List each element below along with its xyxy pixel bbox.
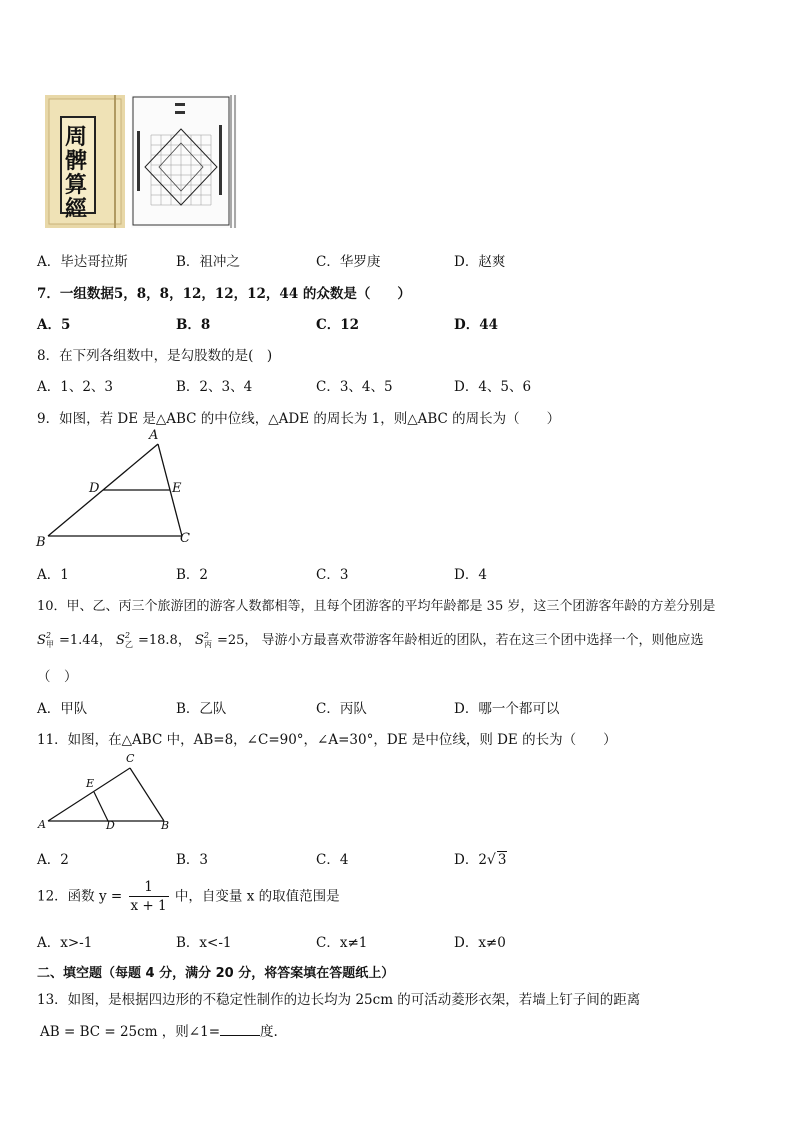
section-2-title: 二、填空题（每题 4 分，满分 20 分，将答案填在答题纸上）: [37, 966, 395, 981]
q11-option-d[interactable]: D．2√ 3: [454, 852, 507, 868]
q6-option-d[interactable]: D．赵爽: [454, 254, 506, 270]
q10-option-b[interactable]: B．乙队: [176, 701, 227, 717]
q11-triangle-figure: [34, 752, 184, 837]
q9-label-e: E: [172, 481, 182, 496]
book-cover-title: 周髀算經: [65, 124, 88, 222]
q10-stem: 10．甲、乙、丙三个旅游团的游客人数都相等，且每个团游客的平均年龄都是 35 岁，这三个团游客年龄的方差分别是: [37, 599, 716, 614]
q10-rest: 导游小方最喜欢带游客年龄相近的团队，若在这三个团中选择一个，则他应选: [261, 633, 704, 648]
q9-option-a[interactable]: A．1: [37, 567, 69, 583]
q8-stem: 8．在下列各组数中，是勾股数的是( ): [37, 348, 273, 364]
book-cover-image: [45, 95, 125, 228]
q6-option-c[interactable]: C．华罗庚: [316, 254, 381, 270]
q11-option-a[interactable]: A．2: [37, 852, 69, 868]
q7-stem: 7．一组数据5，8，8，12，12，12，44 的众数是（ ）: [37, 286, 411, 302]
q9-option-b[interactable]: B．2: [176, 567, 209, 583]
q11-label-e: E: [86, 777, 95, 790]
q10-option-d[interactable]: D．哪一个都可以: [454, 701, 560, 717]
diagram-page-image: [131, 95, 237, 228]
q12-stem: 12．函数 y = $\frac{1}{x + 1}$ 中，自变量 x 的取值范围是: [37, 879, 340, 914]
q10-variance-line: $S^2_甲 =1.44$， $S^2_乙 =18.8$， $S^2_丙 =25$， 导游小方最喜欢带游客年龄相近的团队，若在这三个团中选择一个，则他应选: [37, 631, 704, 649]
q11-stem: 11．如图，在△ABC 中，AB=8，∠C=90°，∠A=30°，DE 是中位线，则 DE 的长为（ ）: [37, 732, 617, 748]
q9-option-d[interactable]: D．4: [454, 567, 487, 583]
q12-option-d[interactable]: D．x≠0: [454, 935, 506, 951]
q7-option-a[interactable]: A．5: [37, 317, 71, 333]
q8-option-b[interactable]: B．2、3、4: [176, 379, 253, 395]
q11-option-d-radicand: 3: [497, 852, 507, 868]
q10-option-c[interactable]: C．丙队: [316, 701, 367, 717]
q11-label-b: B: [161, 819, 170, 832]
q12-option-b[interactable]: B．x<-1: [176, 935, 232, 951]
q8-option-c[interactable]: C．3、4、5: [316, 379, 393, 395]
q9-label-a: A: [149, 428, 159, 443]
q13-line1: 13．如图，是根据四边形的不稳定性制作的边长均为 25cm 的可活动菱形衣架，若墙上钉子间的距离: [37, 992, 641, 1008]
q12-option-a[interactable]: A．x>-1: [37, 935, 93, 951]
q10-s-bing: $S^2_丙$: [194, 631, 212, 649]
q9-stem: 9．如图，若 DE 是△ABC 的中位线，△ADE 的周长为 1，则△ABC 的周长为（ ）: [37, 411, 561, 427]
q9-triangle-figure: [34, 428, 204, 552]
q11-option-c[interactable]: C．4: [316, 852, 349, 868]
q8-option-a[interactable]: A．1、2、3: [37, 379, 114, 395]
q8-option-d[interactable]: D．4、5、6: [454, 379, 532, 395]
q11-option-b[interactable]: B．3: [176, 852, 209, 868]
q7-option-c[interactable]: C．12: [316, 317, 360, 333]
q10-option-a[interactable]: A．甲队: [37, 701, 88, 717]
q10-s-jia: $S^2_甲$: [37, 631, 54, 649]
q9-label-c: C: [180, 531, 190, 546]
q11-label-c: C: [126, 752, 135, 765]
q9-label-d: D: [89, 481, 100, 496]
q12-fraction: $\frac{1}{x + 1}$: [130, 879, 167, 914]
q7-option-d[interactable]: D．44: [454, 317, 498, 333]
q12-option-c[interactable]: C．x≠1: [316, 935, 368, 951]
q11-label-d: D: [106, 819, 115, 832]
q13-line2: AB = BC = 25cm ，则∠1= 度.: [40, 1024, 278, 1040]
q6-option-a[interactable]: A．毕达哥拉斯: [37, 254, 128, 270]
q7-option-b[interactable]: B．8: [176, 317, 211, 333]
q9-label-b: B: [36, 535, 46, 550]
q13-answer-blank[interactable]: [220, 1035, 260, 1036]
q10-s-yi: $S^2_乙$: [115, 631, 133, 649]
q9-option-c[interactable]: C．3: [316, 567, 349, 583]
q11-label-a: A: [38, 818, 46, 831]
q6-option-b[interactable]: B．祖冲之: [176, 254, 240, 270]
q10-paren: （ ）: [37, 669, 78, 685]
